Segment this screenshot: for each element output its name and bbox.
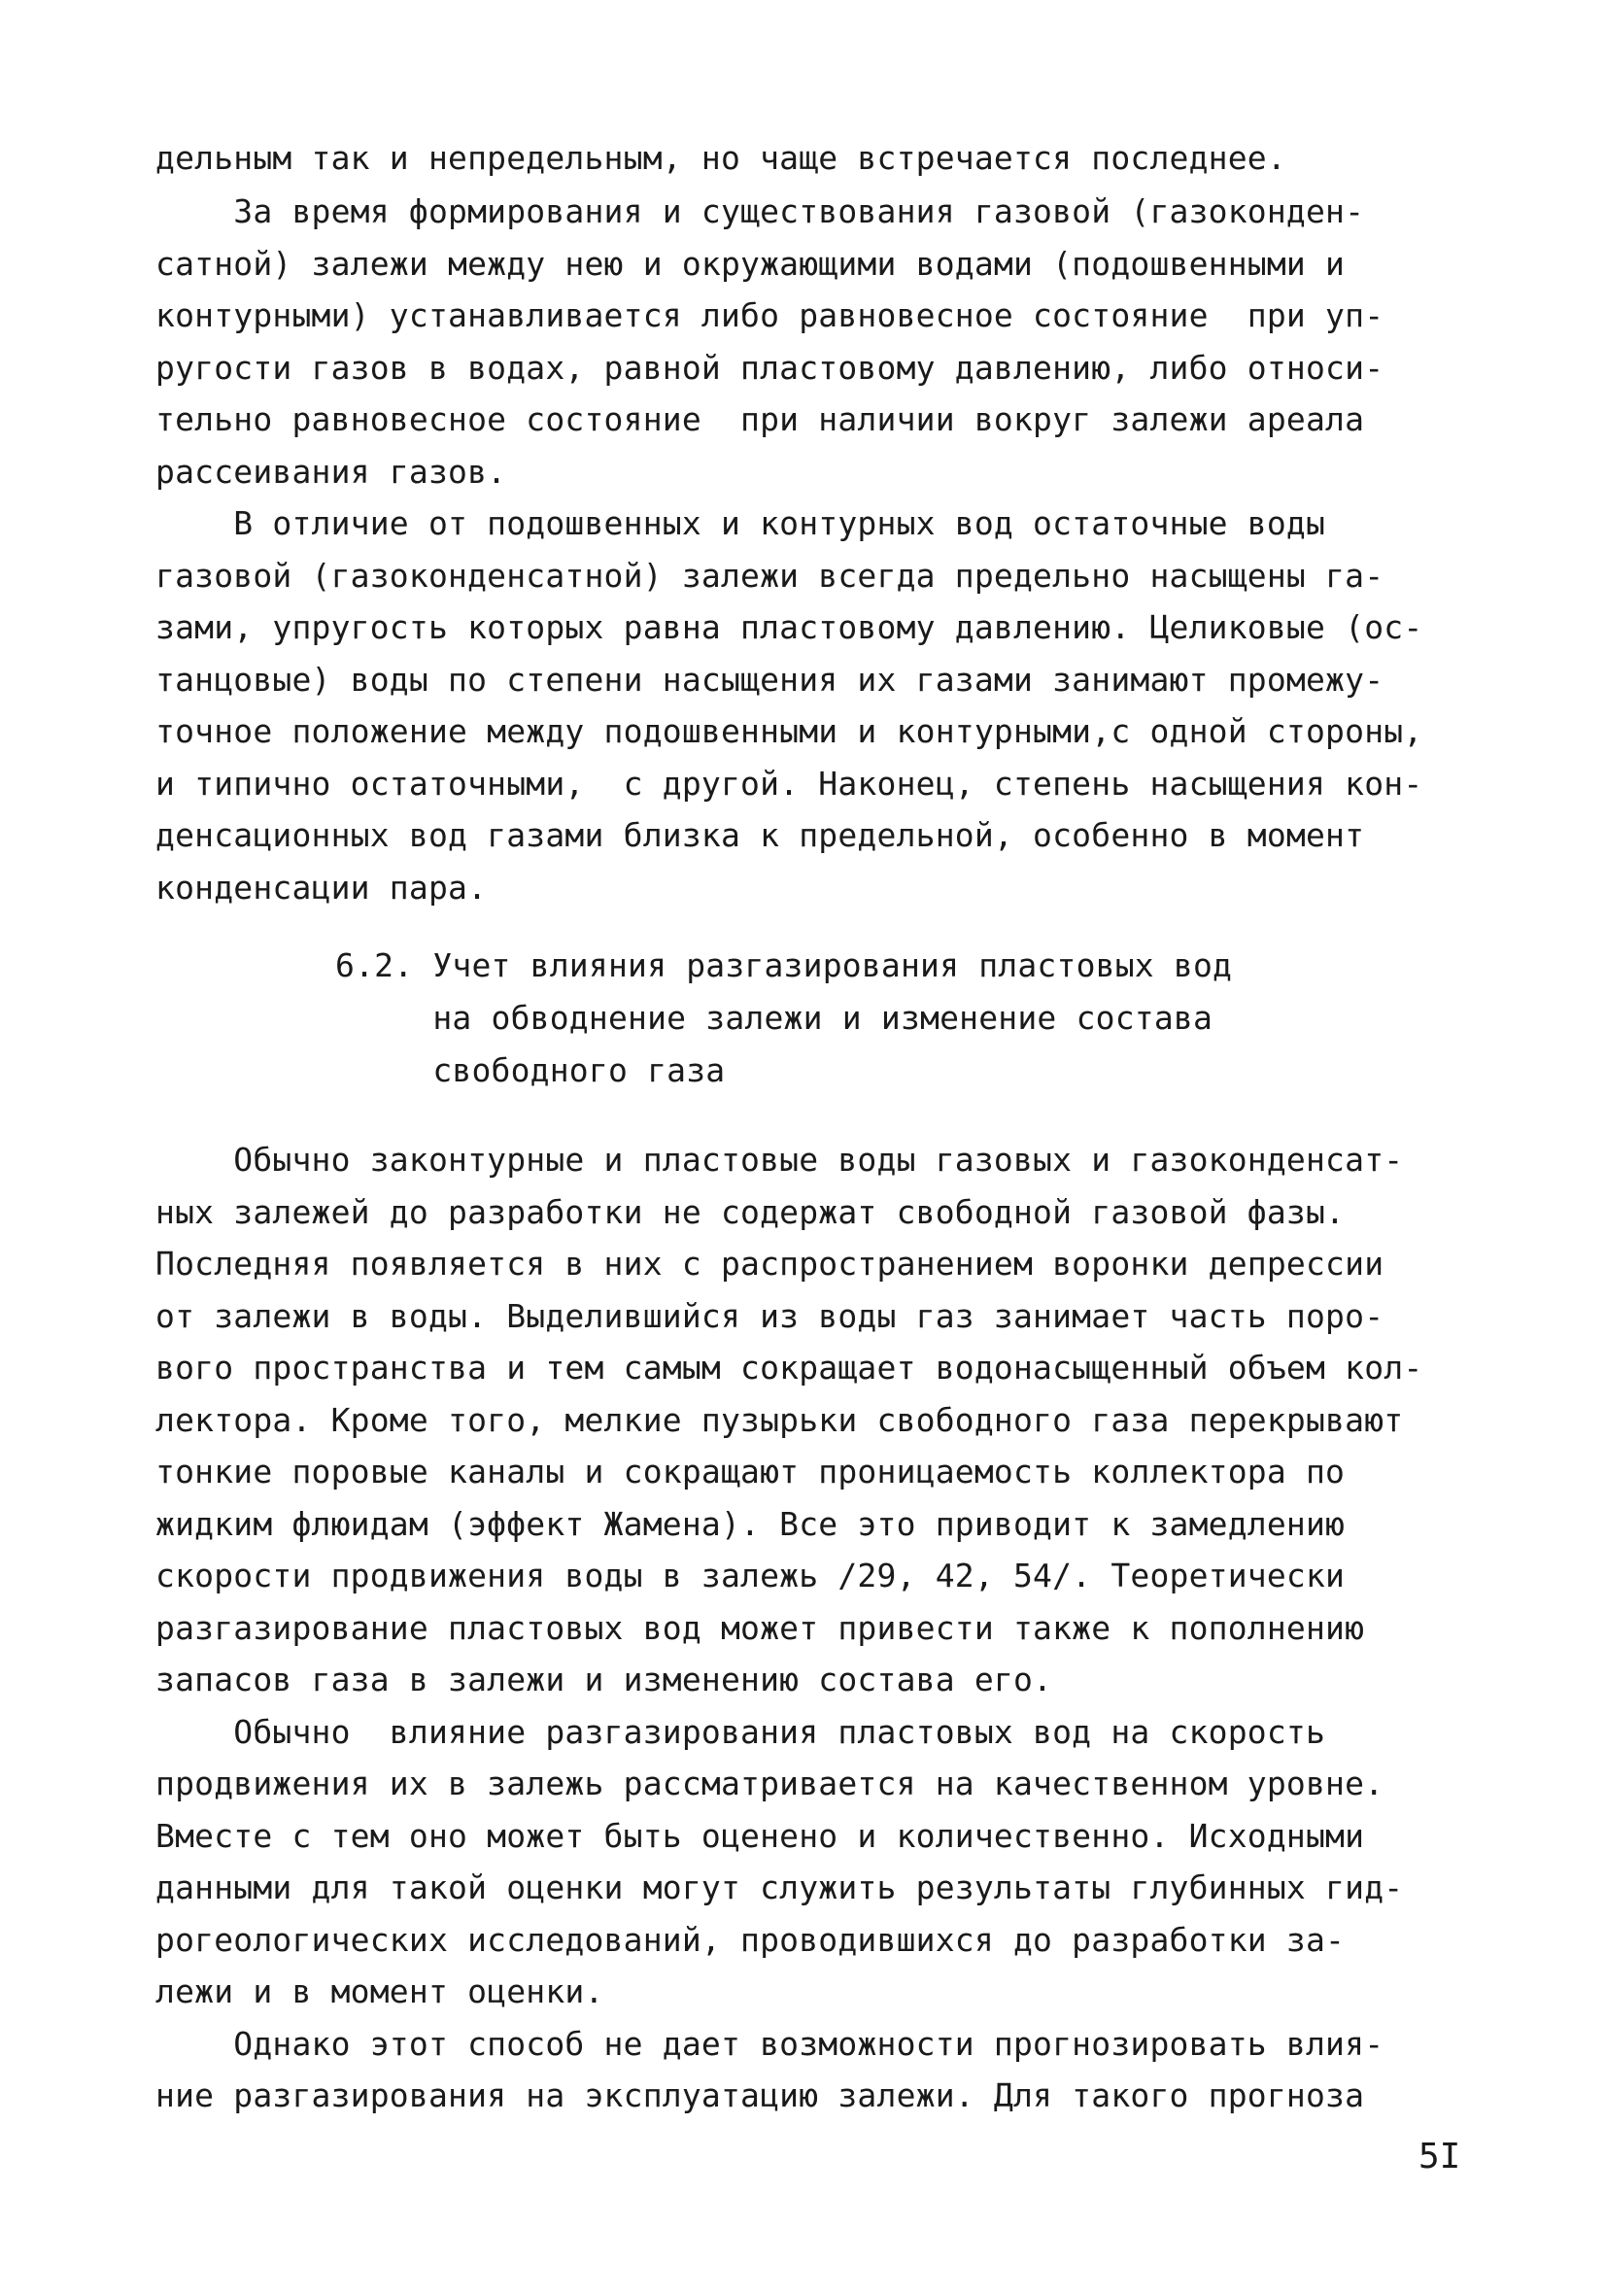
- text-line: скорости продвижения воды в залежь /29, 42, 54/. Теоретически: [155, 1557, 1346, 1594]
- text-line: денсационных вод газами близка к предельной, особенно в момент: [155, 816, 1365, 854]
- text-line: танцовые) воды по степени насыщения их газами занимают промежу-: [155, 661, 1384, 699]
- text-line: рассеивания газов.: [155, 453, 507, 491]
- text-line: За время формирования и существования газовой (газоконден-: [155, 192, 1365, 230]
- text-line: лектора. Кроме того, мелкие пузырьки свободного газа перекрывают: [155, 1401, 1404, 1439]
- text-line: данными для такой оценки могут служить результаты глубинных гид-: [155, 1868, 1404, 1906]
- text-line: точное положение между подошвенными и контурными,с одной стороны,: [155, 712, 1423, 750]
- text-line: жидким флюидам (эффект Жамена). Все это приводит к замедлению: [155, 1505, 1346, 1543]
- text-line: газовой (газоконденсатной) залежи всегда предельно насыщены га-: [155, 557, 1384, 595]
- text-line: дельным так и непредельным, но чаще встречается последнее.: [155, 139, 1286, 177]
- text-line: продвижения их в залежь рассматривается на качественном уровне.: [155, 1765, 1384, 1802]
- text-line: ние разгазирования на эксплуатацию залежи. Для такого прогноза: [155, 2076, 1365, 2114]
- text-line: конденсации пара.: [155, 869, 488, 907]
- text-line: рогеологических исследований, проводившихся до разработки за-: [155, 1921, 1346, 1959]
- text-line: разгазирование пластовых вод может привести также к пополнению: [155, 1609, 1365, 1647]
- text-line: лежи и в момент оценки.: [155, 1972, 604, 2010]
- section-heading-line: 6.2. Учет влияния разгазирования пластовых вод: [335, 946, 1233, 984]
- text-line: Однако этот способ не дает возможности прогнозировать влия-: [155, 2025, 1384, 2063]
- section-heading-line: свободного газа: [335, 1051, 726, 1089]
- text-line: ных залежей до разработки не содержат свободной газовой фазы.: [155, 1193, 1346, 1231]
- text-line: и типично остаточными, с другой. Наконец, степень насыщения кон-: [155, 765, 1423, 803]
- text-line: вого пространства и тем самым сокращает водонасыщенный объем кол-: [155, 1349, 1423, 1387]
- text-line: от залежи в воды. Выделившийся из воды газ занимает часть поро-: [155, 1297, 1384, 1335]
- text-line: Обычно влияние разгазирования пластовых вод на скорость: [155, 1713, 1326, 1751]
- text-line: тельно равновесное состояние при наличии вокруг залежи ареала: [155, 400, 1365, 438]
- text-line: ругости газов в водах, равной пластовому давлению, либо относи-: [155, 349, 1384, 387]
- text-line: Вместе с тем оно может быть оценено и количественно. Исходными: [155, 1817, 1365, 1855]
- page-number: 5I: [1418, 2137, 1461, 2176]
- text-line: контурными) устанавливается либо равновесное состояние при уп-: [155, 296, 1384, 334]
- text-line: В отличие от подошвенных и контурных вод остаточные воды: [155, 504, 1326, 542]
- text-line: зами, упругость которых равна пластовому давлению. Целиковые (ос-: [155, 608, 1423, 646]
- text-line: Последняя появляется в них с распространением воронки депрессии: [155, 1245, 1384, 1283]
- text-line: тонкие поровые каналы и сокращают проницаемость коллектора по: [155, 1453, 1346, 1491]
- text-line: запасов газа в залежи и изменению состава его.: [155, 1661, 1053, 1698]
- text-line: сатной) залежи между нею и окружающими водами (подошвенными и: [155, 245, 1346, 283]
- text-line: Обычно законтурные и пластовые воды газовых и газоконденсат-: [155, 1141, 1404, 1179]
- section-heading-line: на обводнение залежи и изменение состава: [335, 999, 1213, 1037]
